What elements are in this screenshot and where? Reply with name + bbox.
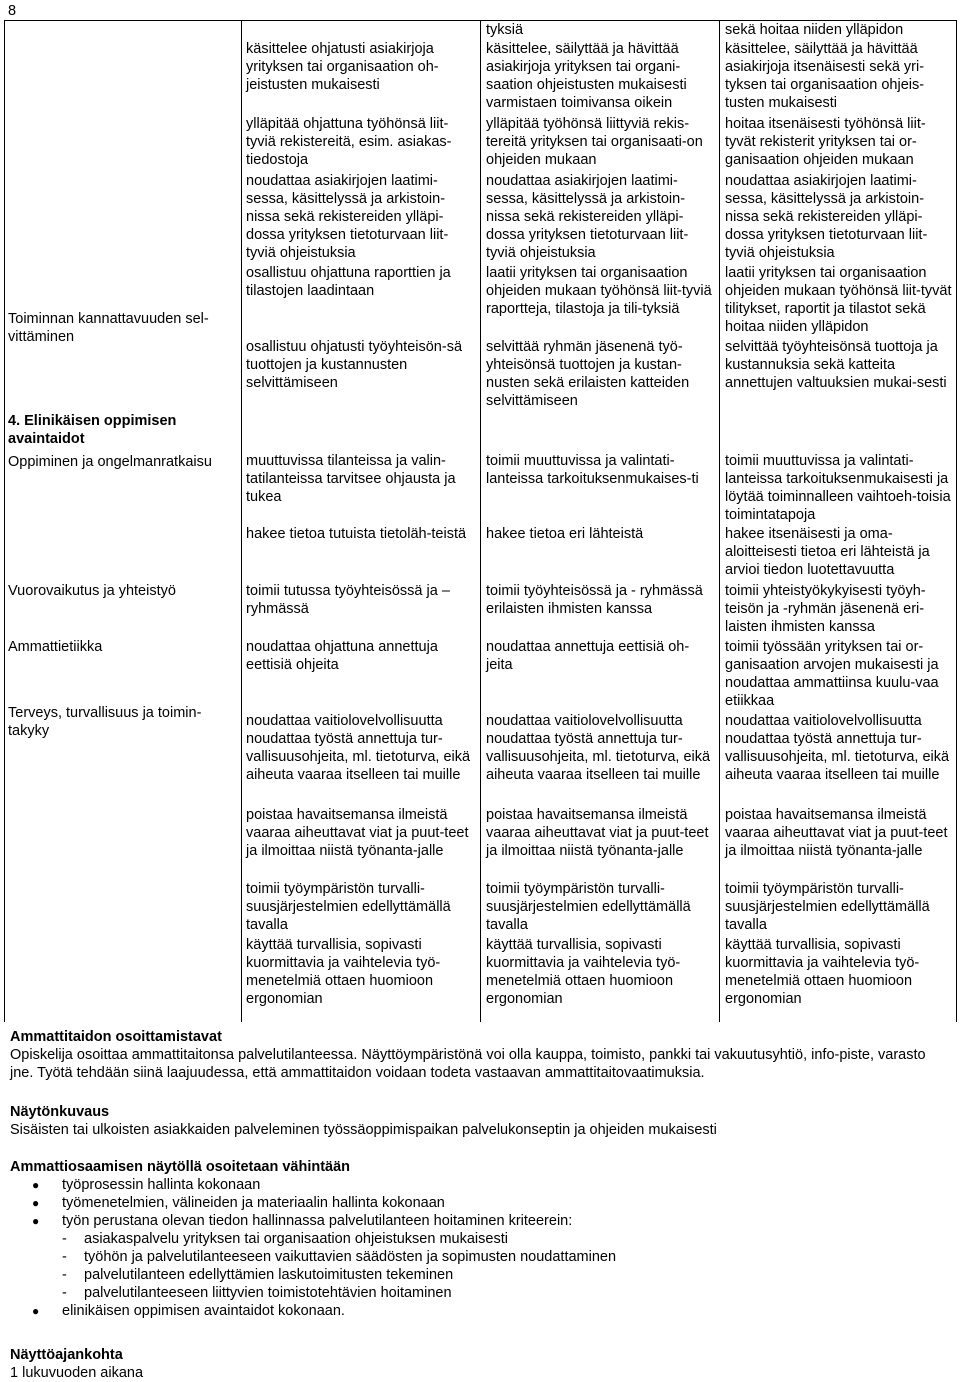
section-heading-avaintaidot: 4. Elinikäisen oppimisen avaintaidot: [8, 413, 177, 447]
list-item-text: palvelutilanteeseen liittyvien toimistotehtävien hoitaminen: [84, 1285, 452, 1301]
cell-col2: hakee tietoa tutuista tietoläh-teistä: [246, 526, 467, 542]
cell-col3: laatii yrityksen tai organisaation ohjeiden mukaan työhönsä liit-tyviä raportteja, tilastoja ja tili-tyksiä: [486, 265, 712, 317]
cell-col2: käyttää turvallisia, sopivasti kuormittavia ja vaihtelevia työ-menetelmiä ottaen huomioon ergonomian: [246, 937, 441, 1007]
cell-col4: sekä hoitaa niiden ylläpidon: [725, 22, 904, 38]
cell-col4: laatii yrityksen tai organisaation ohjeiden mukaan työhönsä liit-tyvät tilitykset, raportit ja tilastot sekä hoitaa niiden ylläpidon: [725, 265, 952, 335]
list-item: ● työn perustana olevan tiedon hallinnassa palvelutilanteen hoitaminen kriteerein:: [10, 1212, 950, 1230]
list-item-text: työhön ja palvelutilanteeseen vaikuttavien säädösten ja sopimusten noudattaminen: [84, 1249, 617, 1265]
cell-col3: hakee tietoa eri lähteistä: [486, 526, 644, 542]
list-item: [10, 1266, 950, 1284]
cell-col3: noudattaa työstä annettuja tur-vallisuusohjeita, ml. tietoturva, eikä aiheuta vaaraa itselleen tai muille: [486, 731, 711, 783]
section-text: 1 lukuvuoden aikana: [10, 1365, 144, 1381]
cell-col2: toimii tutussa työyhteisössä ja – ryhmässä: [246, 583, 450, 617]
cell-col2: noudattaa työstä annettuja tur-vallisuusohjeita, ml. tietoturva, eikä aiheuta vaaraa itselleen tai muille: [246, 731, 471, 783]
cell-col4: selvittää työyhteisönsä tuottoja ja kustannuksia sekä katteita annettujen valtuuksien mukai-sesti: [725, 339, 947, 391]
criterion-oppiminen: Oppiminen ja ongelmanratkaisu: [8, 454, 212, 470]
section-heading: Näyttöajankohta: [10, 1347, 123, 1363]
cell-col4: poistaa havaitsemansa ilmeistä vaaraa aiheuttavat viat ja puut-teet ja ilmoittaa niistä työnanta-jalle: [725, 807, 948, 859]
cell-col2: osallistuu ohjattuna raporttien ja tilastojen laadintaan: [246, 265, 451, 299]
section-text: Opiskelija osoittaa ammattitaitonsa palvelutilanteessa. Näyttöympäristönä voi olla kauppa, toimisto, pankki tai vakuutusyhtiö, info-piste, varasto jne. Työtä tehdään siinä laajuudessa, että ammattitaidon voidaan todeta vastaavan ammattitaitovaatimuksia.: [10, 1047, 926, 1081]
cell-col3: käyttää turvallisia, sopivasti kuormittavia ja vaihtelevia työ-menetelmiä ottaen huomioon ergonomian: [486, 937, 681, 1007]
section-osoittamistavat: [10, 1028, 950, 1082]
cell-col3: selvittää ryhmän jäsenenä työ-yhteisönsä tuottojen ja kustan-nusten sekä erilaisten katteiden selvittämiseen: [486, 339, 690, 409]
cell-col4: käsittelee, säilyttää ja hävittää asiakirjoja itsenäisesti sekä yri-tyksen tai organisaation ohjeis-tusten mukaisesti: [725, 41, 925, 111]
section-nayttoajankohta: [10, 1346, 950, 1382]
list-item: ● elinikäisen oppimisen avaintaidot kokonaan.: [10, 1302, 950, 1320]
cell-col4: noudattaa työstä annettuja tur-vallisuusohjeita, ml. tietoturva, eikä aiheuta vaaraa itselleen tai muille: [725, 731, 950, 783]
section-vahintaan: [10, 1158, 950, 1320]
list-item: ● työmenetelmien, välineiden ja materiaalin hallinta kokonaan: [10, 1194, 950, 1212]
cell-col2: osallistuu ohjatusti työyhteisön-sä tuottojen ja kustannusten selvittämiseen: [246, 339, 463, 391]
cell-col4: hoitaa itsenäisesti työhönsä liit-tyvät rekisterit yrityksen tai or-ganisaation ohjeiden mukaan: [725, 116, 926, 168]
cell-col4: toimii yhteistyökykyisesti työyh-teisön ja -ryhmän jäsenenä eri-laisten ihmisten kanssa: [725, 583, 926, 635]
cell-col3: ylläpitää työhönsä liittyviä rekis-tereitä yrityksen tai organisaati-on ohjeiden mukaan: [486, 116, 703, 168]
cell-col3: tyksiä: [486, 22, 524, 38]
section-heading: Ammattiosaamisen näytöllä osoitetaan vähintään: [10, 1159, 351, 1175]
cell-col2: käsittelee ohjatusti asiakirjoja yrityksen tai organisaation oh-jeistusten mukaisesti: [246, 41, 439, 93]
cell-col2: noudattaa asiakirjojen laatimi-sessa, käsittelyssä ja arkistoin-nissa sekä rekistereiden ylläpi-dossa yrityksen tietoturvaan liit-tyviä ohjeistuksia: [246, 173, 449, 261]
list-item: [10, 1248, 950, 1266]
criterion-kannattavuus: Toiminnan kannattavuuden sel-vittäminen: [8, 311, 209, 345]
section-heading: Näytönkuvaus: [10, 1104, 110, 1120]
page-number: 8: [8, 3, 17, 19]
list-item-text: palvelutilanteen edellyttämien laskutoimitusten tekeminen: [84, 1267, 454, 1283]
list-item: [10, 1230, 950, 1248]
cell-col2: toimii työympäristön turvalli-suusjärjestelmien edellyttämällä tavalla: [246, 881, 451, 933]
list-item: [10, 1284, 950, 1302]
cell-col3: käsittelee, säilyttää ja hävittää asiakirjoja yrityksen tai organi-saation ohjeistusten mukaisesti varmistaen toimivansa oikein: [486, 41, 687, 111]
table-divider: [719, 20, 720, 1022]
cell-col2: ylläpitää ohjattuna työhönsä liit-tyviä rekistereitä, esim. asiakas-tiedostoja: [246, 116, 452, 168]
cell-col4: noudattaa asiakirjojen laatimi-sessa, käsittelyssä ja arkistoin-nissa sekä rekistereiden ylläpi-dossa yrityksen tietoturvaan liit-tyviä ohjeistuksia: [725, 173, 928, 261]
cell-col4: noudattaa vaitiolovelvollisuutta: [725, 713, 922, 729]
table-divider: [480, 20, 481, 1022]
section-naytonkuvaus: [10, 1103, 950, 1139]
cell-col4: käyttää turvallisia, sopivasti kuormittavia ja vaihtelevia työ-menetelmiä ottaen huomioon ergonomian: [725, 937, 920, 1007]
cell-col2: noudattaa ohjattuna annettuja eettisiä ohjeita: [246, 639, 438, 673]
list-item: ● työprosessin hallinta kokonaan: [10, 1176, 950, 1194]
cell-col3: poistaa havaitsemansa ilmeistä vaaraa aiheuttavat viat ja puut-teet ja ilmoittaa niistä työnanta-jalle: [486, 807, 709, 859]
table-divider: [241, 20, 242, 1022]
cell-col3: toimii työympäristön turvalli-suusjärjestelmien edellyttämällä tavalla: [486, 881, 691, 933]
cell-col3: toimii työyhteisössä ja - ryhmässä erilaisten ihmisten kanssa: [486, 583, 703, 617]
section-heading: Ammattitaidon osoittamistavat: [10, 1029, 222, 1045]
cell-col4: hakee itsenäisesti ja oma-aloitteisesti tietoa eri lähteistä ja arvioi tiedon luotettavuutta: [725, 526, 930, 578]
criterion-terveys: Terveys, turvallisuus ja toimin-takyky: [8, 705, 202, 739]
cell-col3: noudattaa vaitiolovelvollisuutta: [486, 713, 683, 729]
requirement-list: [10, 1176, 950, 1320]
cell-col2: noudattaa vaitiolovelvollisuutta: [246, 713, 443, 729]
cell-col2: poistaa havaitsemansa ilmeistä vaaraa aiheuttavat viat ja puut-teet ja ilmoittaa niistä työnanta-jalle: [246, 807, 469, 859]
list-item-text: asiakaspalvelu yrityksen tai organisaation ohjeistuksen mukaisesti: [84, 1231, 508, 1247]
cell-col3: noudattaa asiakirjojen laatimi-sessa, käsittelyssä ja arkistoin-nissa sekä rekistereiden ylläpi-dossa yrityksen tietoturvaan liit-tyviä ohjeistuksia: [486, 173, 689, 261]
cell-col4: toimii työympäristön turvalli-suusjärjestelmien edellyttämällä tavalla: [725, 881, 930, 933]
cell-col4: toimii työssään yrityksen tai or-ganisaation arvojen mukaisesti ja noudattaa ammattiinsa kuulu-vaa etiikkaa: [725, 639, 939, 709]
cell-col2: muuttuvissa tilanteissa ja valin-tatilanteissa tarvitsee ohjausta ja tukea: [246, 453, 456, 505]
cell-col4: toimii muuttuvissa ja valintati-lanteissa tarkoituksenmukaisesti ja löytää toiminnalleen vaihtoeh-toisia toimintatapoja: [725, 453, 951, 523]
cell-col3: toimii muuttuvissa ja valintati-lanteissa tarkoituksenmukaises-ti: [486, 453, 699, 487]
criterion-ammattietiikka: Ammattietiikka: [8, 639, 103, 655]
cell-col3: noudattaa annettuja eettisiä oh-jeita: [486, 639, 690, 673]
section-text: Sisäisten tai ulkoisten asiakkaiden palveleminen työssäoppimispaikan palvelukonseptin ja ohjeiden mukaisesti: [10, 1122, 717, 1138]
criterion-vuorovaikutus: Vuorovaikutus ja yhteistyö: [8, 583, 176, 599]
